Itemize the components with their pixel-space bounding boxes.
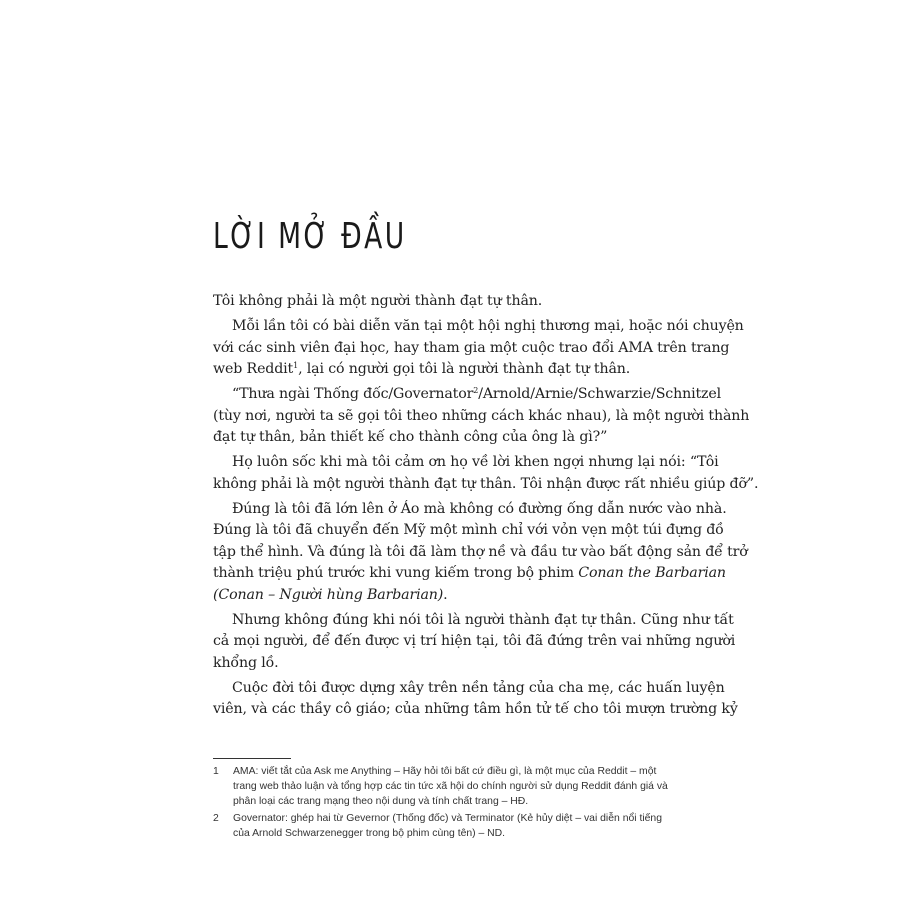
paragraph-6-line-1: Nhưng không đúng khi nói tôi là người thành đạt tự thân. Cũng như tất bbox=[232, 611, 734, 628]
footnote-line: AMA: viết tắt của Ask me Anything – Hãy hỏi tôi bất cứ điều gì, là một mục của Reddit – một bbox=[233, 766, 657, 777]
paragraph-7-line-1: Cuộc đời tôi được dựng xây trên nền tảng của cha mẹ, các huấn luyện bbox=[232, 679, 725, 696]
footnote-number: 2 bbox=[213, 813, 219, 824]
paragraph-6-line-2: cả mọi người, để đến được vị trí hiện tại, tôi đã đứng trên vai những người bbox=[213, 633, 736, 649]
reddit-text: web Reddit bbox=[213, 361, 294, 377]
footnote-line: Governator: ghép hai từ Gevernor (Thống đốc) và Terminator (Kẻ hủy diệt – vai diễn nổi tiếng bbox=[233, 813, 662, 824]
paragraph-5-line-1: Đúng là tôi đã lớn lên ở Áo mà không có đường ống dẫn nước vào nhà. bbox=[232, 500, 727, 517]
paragraph-3-line-3: đạt tự thân, bản thiết kế cho thành công của ông là gì?” bbox=[213, 429, 608, 445]
paragraph-5-line-3: tập thể hình. Và đúng là tôi đã làm thợ nề và đầu tư vào bất động sản để trở bbox=[213, 543, 748, 560]
footnote-divider bbox=[213, 758, 291, 759]
footnotes bbox=[213, 764, 703, 843]
governator-text: “Thưa ngài Thống đốc/Governator bbox=[232, 386, 474, 402]
footnote-line: phân loại các trang mạng theo nội dung và tính chất trang – HĐ. bbox=[233, 796, 529, 807]
paragraph-6-line-3: khổng lồ. bbox=[213, 654, 279, 671]
paragraph-2-line-2: với các sinh viên đại học, hay tham gia một cuộc trao đổi AMA trên trang bbox=[213, 339, 730, 356]
movie-title-translation: (Conan – Người hùng Barbarian) bbox=[213, 586, 444, 603]
paragraph-5-line-2: Đúng là tôi đã chuyển đến Mỹ một mình chỉ với vỏn vẹn một túi đựng đồ bbox=[213, 522, 724, 538]
paragraph-5-line-4-text: thành triệu phú trước khi vung kiếm trong bộ phim bbox=[213, 565, 579, 581]
footnote-line: trang web thảo luận và tổng hợp các tin tức xã hội do chính người sử dụng Reddit đánh giá và bbox=[233, 781, 668, 792]
paragraph-7-line-2: viên, và các thầy cô giáo; của những tâm hồn tử tế cho tôi mượn trường kỷ bbox=[213, 701, 738, 717]
footnote-1 bbox=[213, 764, 703, 809]
paragraph-4-line-1: Họ luôn sốc khi mà tôi cảm ơn họ về lời khen ngợi nhưng lại nói: “Tôi bbox=[232, 454, 719, 470]
movie-title: Conan the Barbarian bbox=[578, 565, 726, 581]
names-text: /Arnold/Arnie/Schwarzie/Schnitzel bbox=[478, 386, 721, 402]
period: . bbox=[443, 586, 448, 603]
footnote-ref-2: 2 bbox=[473, 386, 479, 395]
paragraph-5-line-5 bbox=[213, 585, 695, 607]
body-text bbox=[213, 291, 759, 721]
paragraph-1-line-1: Tôi không phải là một người thành đạt tự thân. bbox=[213, 293, 543, 309]
paragraph-5-line-4 bbox=[213, 563, 726, 585]
footnote-ref-1: 1 bbox=[293, 361, 299, 370]
chapter-title: LỜI MỞ ĐẦU bbox=[213, 216, 407, 258]
paragraph-3-line-1 bbox=[213, 384, 721, 406]
paragraph-2-line-1: Mỗi lần tôi có bài diễn văn tại một hội nghị thương mại, hoặc nói chuyện bbox=[232, 318, 744, 334]
footnote-line: của Arnold Schwarzenegger trong bộ phim cùng tên) – ND. bbox=[233, 828, 506, 839]
paragraph-2-line-3 bbox=[213, 359, 695, 381]
paragraph-3-line-2: (tùy nơi, người ta sẽ gọi tôi theo những cách khác nhau), là một người thành bbox=[213, 407, 750, 424]
paragraph-4-line-2: không phải là một người thành đạt tự thân. Tôi nhận được rất nhiều giúp đỡ”. bbox=[213, 475, 759, 492]
paragraph-2-line-3-rest: , lại có người gọi tôi là người thành đạt tự thân. bbox=[298, 361, 631, 377]
footnote-2 bbox=[213, 811, 703, 841]
footnote-number: 1 bbox=[213, 766, 219, 777]
